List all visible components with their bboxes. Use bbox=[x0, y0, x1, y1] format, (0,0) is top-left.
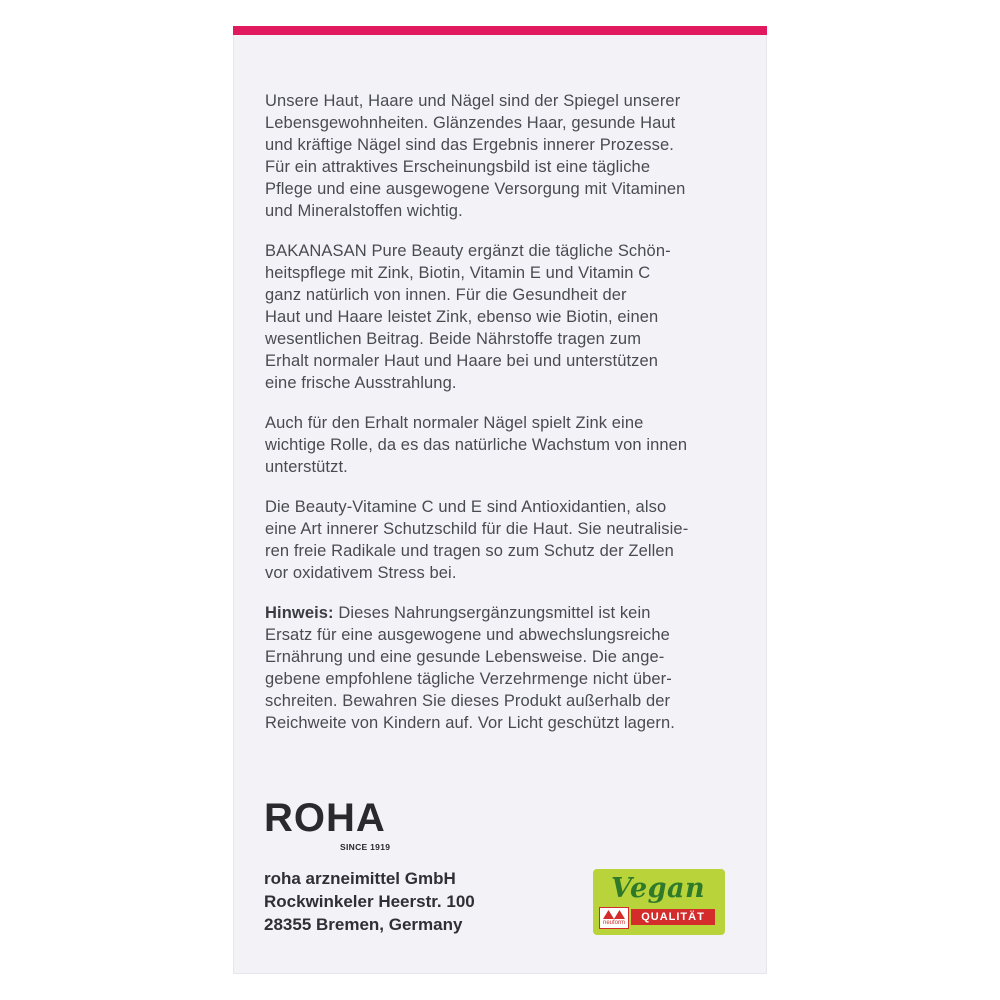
roha-since-label: SINCE 1919 bbox=[340, 842, 391, 852]
paragraph-hint bbox=[265, 602, 745, 734]
text-line: Reichweite von Kindern auf. Vor Licht geschützt lagern. bbox=[265, 714, 675, 732]
text-line: wesentlichen Beitrag. Beide Nährstoffe tragen zum bbox=[265, 330, 642, 348]
text-line: ganz natürlich von innen. Für die Gesundheit der bbox=[265, 286, 627, 304]
text-line: heitspflege mit Zink, Biotin, Vitamin E und Vitamin C bbox=[265, 264, 651, 282]
vegan-quality-label: QUALITÄT bbox=[631, 909, 715, 925]
paragraph-intro bbox=[265, 90, 745, 222]
street: Rockwinkeler Heerstr. 100 bbox=[264, 892, 475, 911]
neuform-roof-icon bbox=[599, 907, 629, 929]
text-line: eine Art innerer Schutzschild für die Haut. Sie neutralisie- bbox=[265, 520, 689, 538]
paragraph-nails bbox=[265, 412, 745, 478]
text-line bbox=[265, 602, 745, 624]
text-line: eine frische Ausstrahlung. bbox=[265, 374, 457, 392]
vegan-quality-seal-icon bbox=[593, 869, 725, 935]
text-line: ren freie Radikale und tragen so zum Schutz der Zellen bbox=[265, 542, 674, 560]
text-line: und Mineralstoffen wichtig. bbox=[265, 202, 463, 220]
text-line: Ernährung und eine gesunde Lebensweise. Die ange- bbox=[265, 648, 665, 666]
text-line: Lebensgewohnheiten. Glänzendes Haar, gesunde Haut bbox=[265, 114, 676, 132]
paragraph-vitamins bbox=[265, 496, 745, 584]
text-line: Erhalt normaler Haut und Haare bei und unterstützen bbox=[265, 352, 659, 370]
roha-logo: ROHA bbox=[264, 796, 386, 840]
city: 28355 Bremen, Germany bbox=[264, 915, 463, 934]
text-line: Ersatz für eine ausgewogene und abwechslungsreiche bbox=[265, 626, 670, 644]
text-line: wichtige Rolle, da es das natürliche Wachstum von innen bbox=[265, 436, 688, 454]
text-line: Unsere Haut, Haare und Nägel sind der Spiegel unserer bbox=[265, 92, 681, 110]
text-line: vor oxidativem Stress bei. bbox=[265, 564, 457, 582]
text-line: Die Beauty-Vitamine C und E sind Antioxidantien, also bbox=[265, 498, 667, 516]
hint-first-line: Dieses Nahrungsergänzungsmittel ist kein bbox=[333, 604, 651, 622]
hint-label: Hinweis: bbox=[265, 604, 334, 622]
neuform-label: neuform bbox=[602, 920, 625, 926]
accent-strip bbox=[233, 26, 767, 35]
package-back-panel bbox=[233, 26, 767, 974]
company-name: roha arzneimittel GmbH bbox=[264, 869, 456, 888]
neuform-roof-shape bbox=[603, 910, 625, 919]
text-line: Pflege und eine ausgewogene Versorgung mit Vitaminen bbox=[265, 180, 686, 198]
text-line: gebene empfohlene tägliche Verzehrmenge nicht über- bbox=[265, 670, 672, 688]
text-line: schreiten. Bewahren Sie dieses Produkt außerhalb der bbox=[265, 692, 671, 710]
text-line: Haut und Haare leistet Zink, ebenso wie Biotin, einen bbox=[265, 308, 659, 326]
paragraph-product bbox=[265, 240, 745, 394]
text-line: unterstützt. bbox=[265, 458, 348, 476]
text-line: und kräftige Nägel sind das Ergebnis innerer Prozesse. bbox=[265, 136, 674, 154]
description-text bbox=[265, 90, 745, 752]
vegan-word: Vegan bbox=[611, 873, 706, 904]
text-line: Auch für den Erhalt normaler Nägel spielt Zink eine bbox=[265, 414, 644, 432]
text-line: BAKANASAN Pure Beauty ergänzt die tägliche Schön- bbox=[265, 242, 671, 260]
text-line: Für ein attraktives Erscheinungsbild ist eine tägliche bbox=[265, 158, 651, 176]
manufacturer-address bbox=[264, 867, 475, 936]
